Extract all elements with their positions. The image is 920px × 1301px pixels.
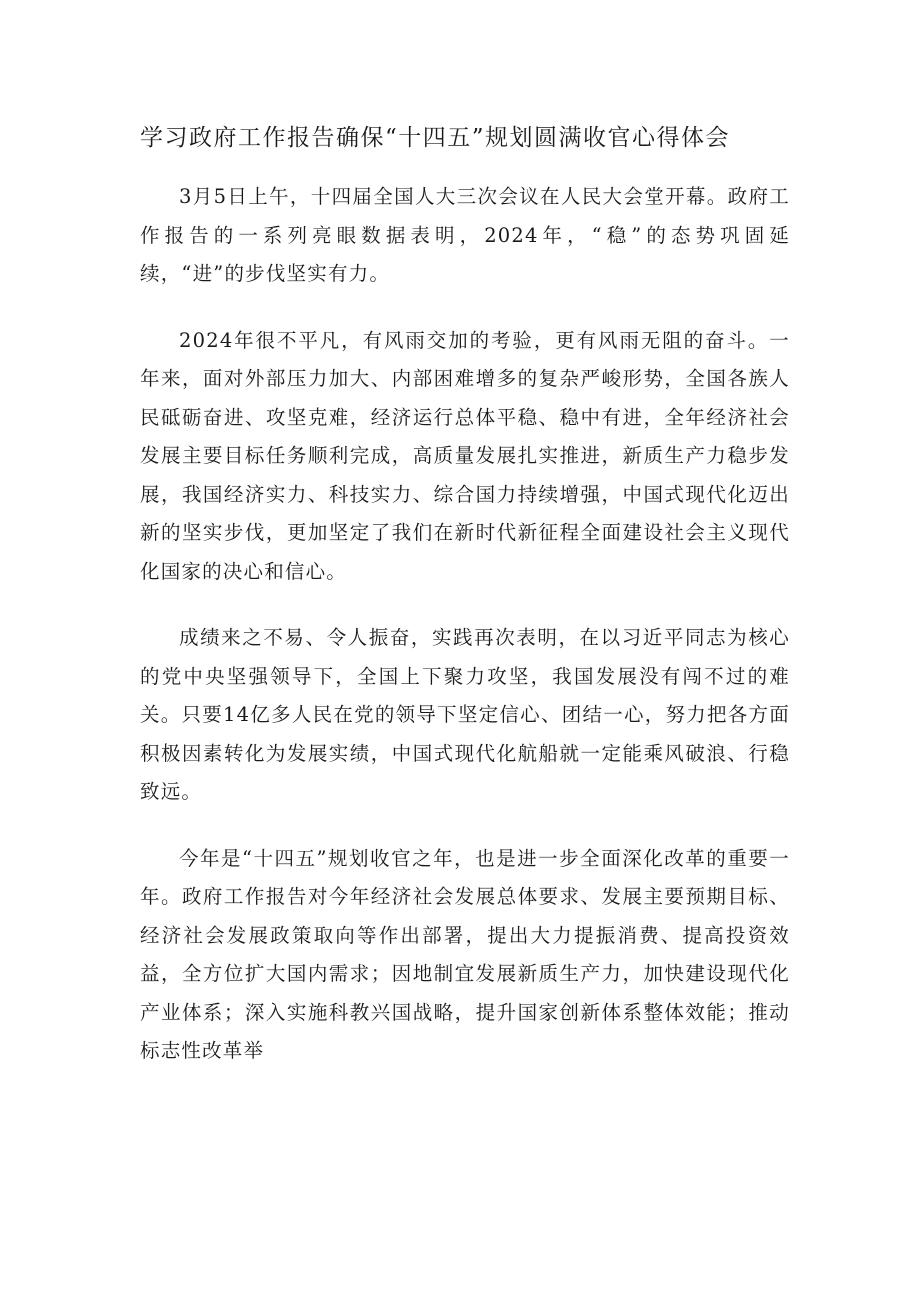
paragraph-1: 3月5日上午，十四届全国人大三次会议在人民大会堂开幕。政府工作报告的一系列亮眼数据表明，2024年，“稳”的态势巩固延续，“进”的步伐坚实有力。 xyxy=(140,185,790,285)
document-body xyxy=(140,178,790,1099)
paragraph-2: 2024年很不平凡，有风雨交加的考验，更有风雨无阻的奋斗。一年来，面对外部压力加大、内部困难增多的复杂严峻形势，全国各族人民砥砺奋进、攻坚克难，经济运行总体平稳、稳中有进，全年经济社会发展主要目标任务顺利完成，高质量发展扎实推进，新质生产力稳步发展，我国经济实力、科技实力、综合国力持续增强，中国式现代化迈出新的坚实步伐，更加坚定了我们在新时代新征程全面建设社会主义现代化国家的决心和信心。 xyxy=(140,328,790,583)
paragraph-3: 成绩来之不易、令人振奋，实践再次表明，在以习近平同志为核心的党中央坚强领导下，全国上下聚力攻坚，我国发展没有闯不过的难关。只要14亿多人民在党的领导下坚定信心、团结一心，努力把各方面积极因素转化为发展实绩，中国式现代化航船就一定能乘风破浪、行稳致远。 xyxy=(140,626,790,803)
paragraph-4: 今年是“十四五”规划收官之年，也是进一步全面深化改革的重要一年。政府工作报告对今年经济社会发展总体要求、发展主要预期目标、经济社会发展政策取向等作出部署，提出大力提振消费、提高投资效益，全方位扩大国内需求；因地制宜发展新质生产力，加快建设现代化产业体系；深入实施科教兴国战略，提升国家创新体系整体效能；推动标志性改革举 xyxy=(140,846,790,1062)
document-title: 学习政府工作报告确保“十四五”规划圆满收官心得体会 xyxy=(140,125,731,151)
